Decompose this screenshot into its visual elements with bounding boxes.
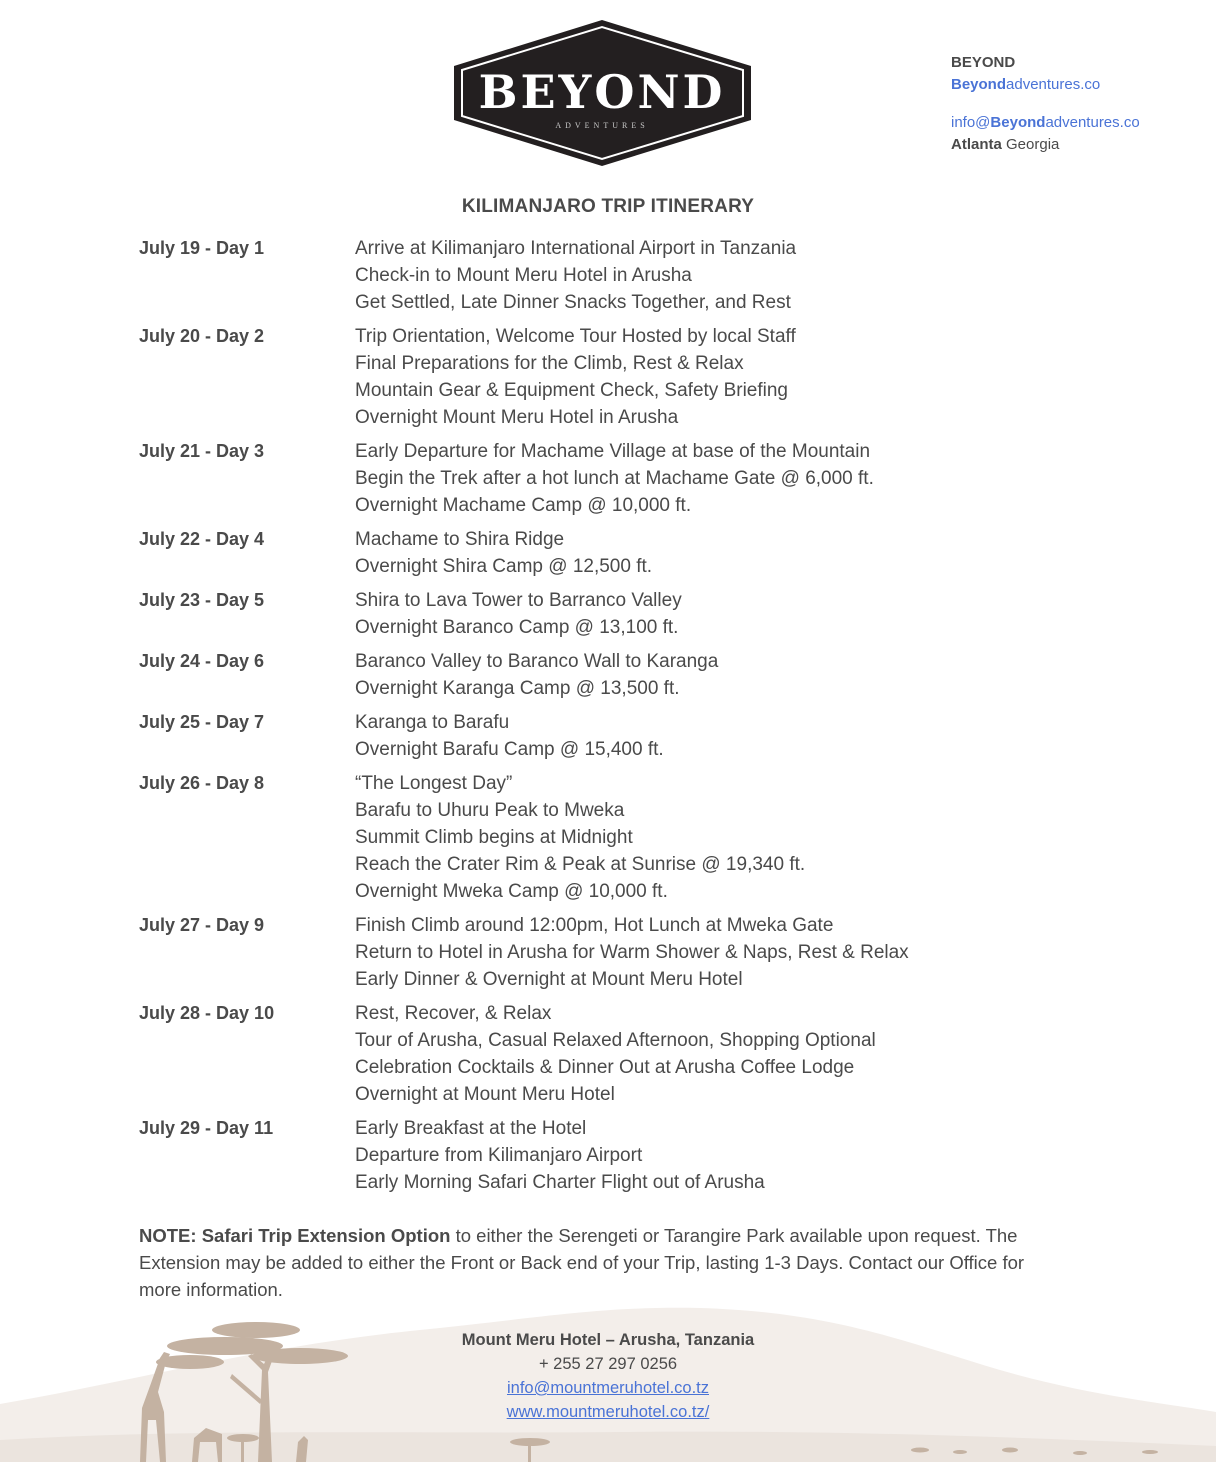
itinerary-activities (355, 648, 1039, 702)
itinerary-list (139, 235, 1039, 1203)
itinerary-row (139, 526, 1039, 580)
itinerary-day: July 23 - Day 5 (139, 590, 265, 610)
beyond-logo (450, 18, 755, 168)
itinerary-day: July 25 - Day 7 (139, 712, 265, 732)
itinerary-day: July 27 - Day 9 (139, 915, 265, 935)
itinerary-activity: Karanga to Barafu (355, 712, 510, 733)
logo-sub: ADVENTURES (555, 121, 649, 130)
itinerary-day: July 28 - Day 10 (139, 1003, 275, 1023)
itinerary-activity: Machame to Shira Ridge (355, 529, 565, 550)
itinerary-activity: Overnight Barafu Camp @ 15,400 ft. (355, 739, 664, 760)
itinerary-activities (355, 235, 1039, 316)
itinerary-activity: Return to Hotel in Arusha for Warm Shower & Naps, Rest & Relax (355, 942, 909, 963)
itinerary-activity: Celebration Cocktails & Dinner Out at Arusha Coffee Lodge (355, 1057, 855, 1078)
contact-block (951, 52, 1140, 156)
itinerary-day: July 24 - Day 6 (139, 651, 265, 671)
note-bold: NOTE: Safari Trip Extension Option (139, 1225, 451, 1246)
itinerary-row (139, 1000, 1039, 1108)
contact-location: Atlanta Georgia (951, 136, 1060, 153)
hotel-website-link[interactable]: www.mountmeruhotel.co.tz/ (506, 1403, 710, 1421)
itinerary-day: July 29 - Day 11 (139, 1118, 274, 1138)
contact-website[interactable]: Beyondadventures.co (951, 76, 1101, 93)
hotel-email-link[interactable]: info@mountmeruhotel.co.tz (506, 1379, 709, 1397)
itinerary-activity: Overnight Mount Meru Hotel in Arusha (355, 407, 679, 428)
contact-email[interactable]: info@Beyondadventures.co (951, 114, 1140, 131)
itinerary-activity: Overnight at Mount Meru Hotel (355, 1084, 615, 1105)
itinerary-activity: Trip Orientation, Welcome Tour Hosted by local Staff (355, 326, 796, 347)
itinerary-activities (355, 526, 1039, 580)
itinerary-activity: Departure from Kilimanjaro Airport (355, 1145, 643, 1166)
itinerary-day: July 20 - Day 2 (139, 326, 265, 346)
itinerary-activity: Mountain Gear & Equipment Check, Safety Briefing (355, 380, 789, 401)
itinerary-activity: Overnight Shira Camp @ 12,500 ft. (355, 556, 653, 577)
contact-company: BEYOND (951, 54, 1016, 71)
note-text: to either the Serengeti or Tarangire Park available upon request. The Extension may be added to either the Front or Back end of your Trip, lasting 1-3 Days. Contact our Office for more information. (139, 1225, 1025, 1300)
itinerary-activity: Rest, Recover, & Relax (355, 1003, 552, 1024)
itinerary-activity: Barafu to Uhuru Peak to Mweka (355, 800, 625, 821)
itinerary-day: July 22 - Day 4 (139, 529, 265, 549)
itinerary-day: July 19 - Day 1 (139, 238, 265, 258)
itinerary-activity: Early Morning Safari Charter Flight out of Arusha (355, 1172, 765, 1193)
itinerary-activity: Early Dinner & Overnight at Mount Meru Hotel (355, 969, 743, 990)
itinerary-row (139, 912, 1039, 993)
itinerary-activity: Summit Climb begins at Midnight (355, 827, 633, 848)
itinerary-row (139, 1115, 1039, 1196)
itinerary-activities (355, 438, 1039, 519)
hotel-phone: + 255 27 297 0256 (538, 1355, 678, 1373)
itinerary-activity: Get Settled, Late Dinner Snacks Together, and Rest (355, 292, 791, 313)
itinerary-activity: Early Breakfast at the Hotel (355, 1118, 587, 1139)
itinerary-activities (355, 912, 1039, 993)
itinerary-activity: Arrive at Kilimanjaro International Airport in Tanzania (355, 238, 797, 259)
itinerary-activity: “The Longest Day” (355, 773, 513, 794)
itinerary-activity: Begin the Trek after a hot lunch at Machame Gate @ 6,000 ft. (355, 468, 874, 489)
itinerary-activity: Overnight Karanga Camp @ 13,500 ft. (355, 678, 680, 699)
itinerary-activity: Final Preparations for the Climb, Rest & Relax (355, 353, 744, 374)
itinerary-row (139, 438, 1039, 519)
itinerary-activities (355, 323, 1039, 431)
itinerary-day: July 21 - Day 3 (139, 441, 265, 461)
itinerary-activities (355, 1000, 1039, 1108)
itinerary-activity: Overnight Machame Camp @ 10,000 ft. (355, 495, 692, 516)
itinerary-activity: Tour of Arusha, Casual Relaxed Afternoon, Shopping Optional (355, 1030, 876, 1051)
itinerary-row (139, 323, 1039, 431)
hotel-info (0, 1328, 1216, 1424)
itinerary-activity: Overnight Baranco Camp @ 13,100 ft. (355, 617, 679, 638)
itinerary-activity: Shira to Lava Tower to Barranco Valley (355, 590, 682, 611)
itinerary-activity: Check-in to Mount Meru Hotel in Arusha (355, 265, 692, 286)
itinerary-activity: Baranco Valley to Baranco Wall to Karanga (355, 651, 719, 672)
extension-note (139, 1222, 1069, 1303)
itinerary-activity: Reach the Crater Rim & Peak at Sunrise @ 19,340 ft. (355, 854, 806, 875)
itinerary-activities (355, 587, 1039, 641)
logo-brand: BEYOND (478, 65, 726, 119)
itinerary-row (139, 770, 1039, 905)
itinerary-activities (355, 709, 1039, 763)
itinerary-row (139, 709, 1039, 763)
itinerary-title: KILIMANJARO TRIP ITINERARY (461, 196, 755, 217)
itinerary-row (139, 587, 1039, 641)
itinerary-row (139, 235, 1039, 316)
itinerary-activities (355, 1115, 1039, 1196)
itinerary-day: July 26 - Day 8 (139, 773, 265, 793)
itinerary-activities (355, 770, 1039, 905)
itinerary-row (139, 648, 1039, 702)
hotel-name: Mount Meru Hotel – Arusha, Tanzania (461, 1331, 755, 1349)
itinerary-activity: Early Departure for Machame Village at base of the Mountain (355, 441, 871, 462)
itinerary-activity: Finish Climb around 12:00pm, Hot Lunch at Mweka Gate (355, 915, 834, 936)
itinerary-activity: Overnight Mweka Camp @ 10,000 ft. (355, 881, 668, 902)
